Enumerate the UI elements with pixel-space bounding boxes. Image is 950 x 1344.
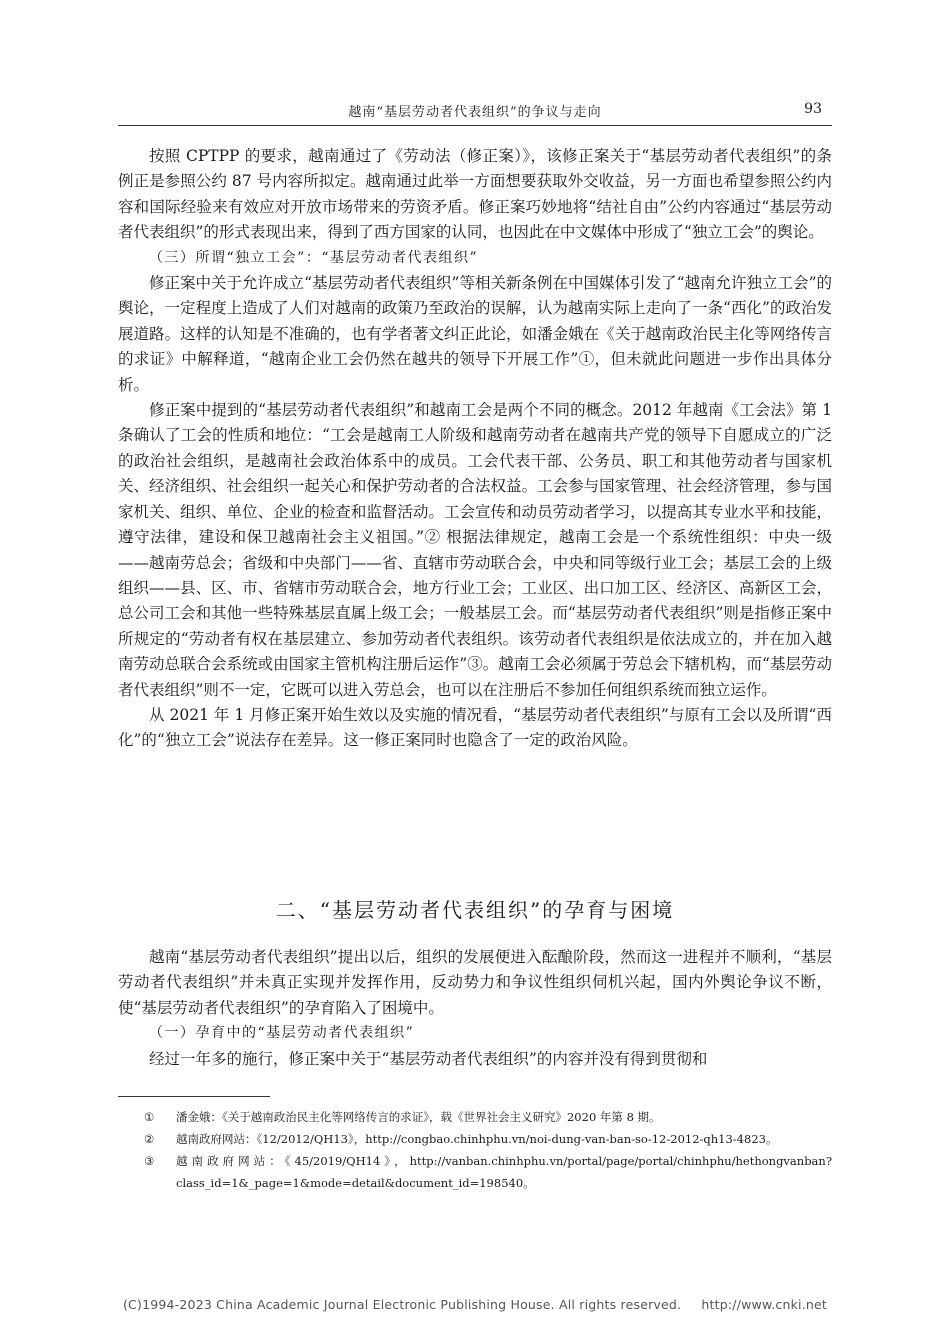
footnote-marker: ① xyxy=(144,1110,155,1124)
footnote-marker: ③ xyxy=(144,1154,155,1168)
section-heading: 二、“基层劳动者代表组织”的孕育与困境 xyxy=(275,898,675,922)
header-rule xyxy=(118,125,832,126)
body-text-lower xyxy=(118,945,832,1072)
footnote xyxy=(118,1106,832,1128)
cnki-link[interactable]: http://www.cnki.net xyxy=(701,1297,828,1312)
footnote-text: 越南政府网站：《45/2019/QH14》，http://vanban.chinhphu.vn/portal/page/portal/chinhphu/hethongvanban? class_id=1&_page=1&mode=detail&document_id=198540。 xyxy=(176,1154,832,1190)
footnote-text: 潘金娥：《关于越南政治民主化等网络传言的求证》，载《世界社会主义研究》2020 年第 8 期。 xyxy=(176,1110,661,1124)
footnote-marker: ② xyxy=(144,1132,155,1146)
paragraph: 按照 CPTPP 的要求，越南通过了《劳动法（修正案）》，该修正案关于“基层劳动者代表组织”的条例正是参照公约 87 号内容所拟定。越南通过此举一方面想要获取外交收益，另一方面也希望参照公约内容和国际经验来有效应对开放市场带来的劳资矛盾。修正案巧妙地将“结社自由”公约内容通过“基层劳动者代表组织”的形式表现出来，得到了西方国家的认同，也因此在中文媒体中形成了“独立工会”的舆论。 xyxy=(118,147,832,242)
footnote-text: 越南政府网站：《12/2012/QH13》，http://congbao.chinhphu.vn/noi-dung-van-ban-so-12-2012-qh13-4823。 xyxy=(176,1132,778,1146)
subsection-heading: （一）孕育中的“基层劳动者代表组织” xyxy=(149,1025,415,1042)
paragraph: 从 2021 年 1 月修正案开始生效以及实施的情况看，“基层劳动者代表组织”与原有工会以及所谓“西化”的“独立工会”说法存在差异。这一修正案同时也隐含了一定的政治风险。 xyxy=(118,705,832,750)
paragraph: 越南“基层劳动者代表组织”提出以后，组织的发展便进入酝酿阶段，然而这一进程并不顺利，“基层劳动者代表组织”并未真正实现并发挥作用，反动势力和争议性组织伺机兴起，国内外舆论争议不断，使“基层劳动者代表组织”的孕育陷入了困境中。 xyxy=(118,948,832,1017)
subsection-heading: （三）所谓“独立工会”：“基层劳动者代表组织” xyxy=(149,249,479,266)
footnote xyxy=(118,1128,832,1150)
copyright-text: (C)1994-2023 China Academic Journal Electronic Publishing House. All rights reserved. xyxy=(122,1297,682,1312)
body-text-upper xyxy=(118,144,832,754)
page-number: 93 xyxy=(804,101,822,117)
paragraph: 经过一年多的施行，修正案中关于“基层劳动者代表组织”的内容并没有得到贯彻和 xyxy=(149,1049,708,1068)
paragraph: 修正案中关于允许成立“基层劳动者代表组织”等相关新条例在中国媒体引发了“越南允许独立工会”的舆论，一定程度上造成了人们对越南的政策乃至政治的误解，认为越南实际上走向了一条“西化”的政治发展道路。这样的认知是不准确的，也有学者著文纠正此论，如潘金娥在《关于越南政治民主化等网络传言的求证》中解释道，“越南企业工会仍然在越共的领导下开展工作”①，但未就此问题进一步作出具体分析。 xyxy=(118,274,832,394)
footnotes xyxy=(118,1106,832,1194)
copyright-footer xyxy=(0,1297,950,1312)
paragraph: 修正案中提到的“基层劳动者代表组织”和越南工会是两个不同的概念。2012 年越南《工会法》第 1 条确认了工会的性质和地位：“工会是越南工人阶级和越南劳动者在越南共产党的领导下自愿成立的广泛的政治社会组织，是越南社会政治体系中的成员。工会代表干部、公务员、职工和其他劳动者与国家机关、经济组织、社会组织一起关心和保护劳动者的合法权益。工会参与国家管理、社会经济管理，参与国家机关、组织、单位、企业的检查和监督活动。工会宣传和动员劳动者学习，以提高其专业水平和技能，遵守法律，建设和保卫越南社会主义祖国。”② 根据法律规定，越南工会是一个系统性组织：中央一级——越南劳总会；省级和中央部门——省、直辖市劳动联合会，中央和同等级行业工会；基层工会的上级组织——县、区、市、省辖市劳动联合会，地方行业工会；工业区、出口加工区、经济区、高新区工会，总公司工会和其他一些特殊基层直属上级工会；一般基层工会。而“基层劳动者代表组织”则是指修正案中所规定的“劳动者有权在基层建立、参加劳动者代表组织。该劳动者代表组织是依法成立的，并在加入越南劳动总联合会系统或由国家主管机构注册后运作”③。越南工会必须属于劳总会下辖机构，而“基层劳动者代表组织”则不一定，它既可以进入劳总会，也可以在注册后不参加任何组织系统而独立运作。 xyxy=(118,401,832,699)
footnote xyxy=(118,1150,832,1194)
running-header-title: 越南“基层劳动者代表组织”的争议与走向 xyxy=(348,105,602,120)
footnote-rule xyxy=(118,1096,270,1097)
